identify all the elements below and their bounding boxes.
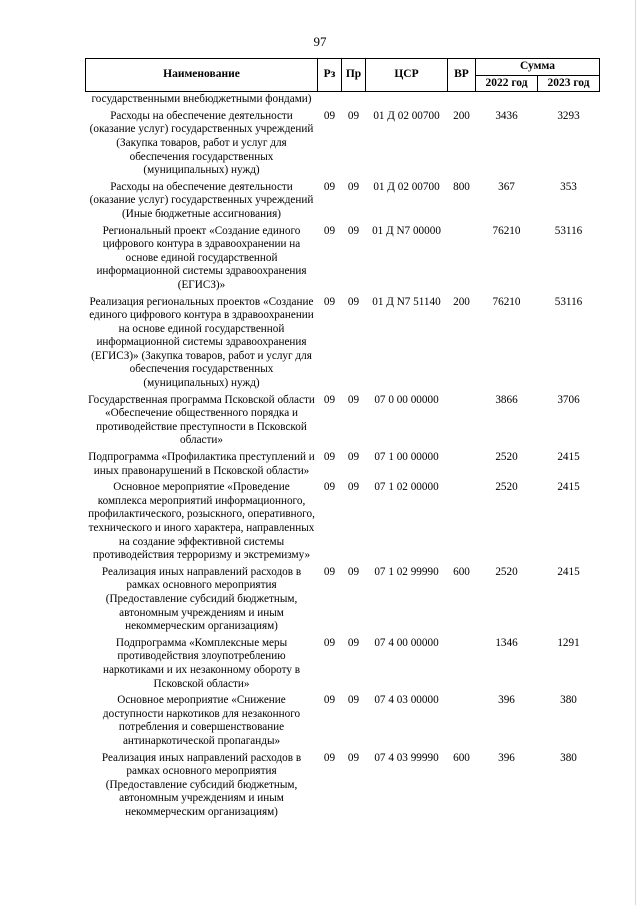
- cell-2023: 380: [560, 751, 577, 764]
- cell-name: Региональный проект «Создание единого цифрового контура в здравоохранении на основе единой государственной информационной системы здравоохранения (ЕГИСЗ)»: [96, 224, 307, 291]
- table-row: [86, 751, 600, 822]
- table-row: [86, 636, 600, 693]
- cell-2022: 396: [498, 751, 515, 764]
- cell-name: Реализация региональных проектов «Создание единого цифрового контура в здравоохранении на основе единой государственной информационной системы здравоохранения (ЕГИСЗ)» (Закупка товаров, работ и услуг для обеспечения государственных (муниципальных) нужд): [89, 295, 314, 390]
- cell-name: Подпрограмма «Профилактика преступлений и иных правонарушений в Псковской области»: [88, 451, 315, 477]
- cell-2022: 3866: [495, 393, 518, 406]
- cell-vr: [448, 693, 476, 750]
- cell-2023: [538, 92, 600, 109]
- cell-rz: [318, 92, 342, 109]
- cell-csr: 07 1 02 99990: [374, 565, 439, 578]
- cell-name: государственными внебюджетными фондами): [91, 93, 312, 106]
- table-body: [86, 92, 600, 822]
- cell-2022: [476, 92, 538, 109]
- cell-2023: 380: [560, 694, 577, 707]
- table-row: [86, 92, 600, 109]
- cell-pr: 09: [347, 109, 360, 122]
- cell-pr: 09: [347, 694, 360, 707]
- cell-name: Расходы на обеспечение деятельности (оказание услуг) государственных учреждений (Иные бюджетные ассигнования): [89, 180, 314, 220]
- cell-2022: 76210: [492, 295, 521, 308]
- cell-pr: 09: [347, 451, 360, 464]
- cell-pr: 09: [347, 565, 360, 578]
- cell-2022: 3436: [495, 109, 518, 122]
- cell-csr: 07 1 00 00000: [374, 451, 439, 464]
- cell-pr: 09: [347, 180, 360, 193]
- cell-name: Основное мероприятие «Проведение комплекса мероприятий информационного, профилактического, розыскного, оперативного, технического и иного характера, направленных на создание эффективной системы противодействия терроризму и экстремизму»: [88, 481, 315, 562]
- cell-2022: 396: [498, 694, 515, 707]
- cell-csr: 01 Д 02 00700: [373, 109, 440, 122]
- cell-pr: [342, 92, 366, 109]
- cell-pr: 09: [347, 224, 360, 237]
- cell-rz: 09: [323, 451, 336, 464]
- cell-rz: 09: [323, 751, 336, 764]
- table-row: [86, 295, 600, 393]
- cell-rz: 09: [323, 393, 336, 406]
- cell-pr: 09: [347, 295, 360, 308]
- table-row: [86, 693, 600, 750]
- cell-vr: [448, 92, 476, 109]
- table-row: [86, 480, 600, 565]
- cell-vr: [448, 393, 476, 450]
- cell-2023: 53116: [554, 295, 583, 308]
- cell-2022: 2520: [495, 481, 518, 494]
- cell-csr: [366, 92, 448, 109]
- cell-2022: 76210: [492, 224, 521, 237]
- cell-2023: 1291: [557, 636, 580, 649]
- cell-vr: [448, 480, 476, 565]
- cell-rz: 09: [323, 109, 336, 122]
- cell-name: Расходы на обеспечение деятельности (оказание услуг) государственных учреждений (Закупка товаров, работ и услуг для обеспечения государственных (муниципальных) нужд): [89, 109, 314, 177]
- cell-vr: 600: [453, 565, 470, 578]
- table-row: [86, 450, 600, 480]
- cell-rz: 09: [323, 565, 336, 578]
- cell-2022: 2520: [495, 451, 518, 464]
- table-row: [86, 393, 600, 450]
- cell-csr: 07 1 02 00000: [374, 481, 439, 494]
- cell-csr: 07 4 00 00000: [374, 636, 439, 649]
- cell-name: Государственная программа Псковской области «Обеспечение общественного порядка и противодействие преступности в Псковской области»: [88, 393, 315, 447]
- cell-pr: 09: [347, 751, 360, 764]
- cell-name: Основное мероприятие «Снижение доступности наркотиков для незаконного потребления и совершенствование антинаркотической пропаганды»: [102, 694, 301, 747]
- cell-vr: [448, 636, 476, 693]
- budget-table: [85, 58, 600, 821]
- cell-name: Подпрограмма «Комплексные меры противодействия злоупотреблению наркотиками и их незаконному обороту в Псковской области»: [102, 636, 301, 690]
- header-pr: Пр: [342, 59, 366, 92]
- cell-vr: 200: [453, 295, 470, 308]
- cell-rz: 09: [323, 295, 336, 308]
- cell-2023: 2415: [557, 451, 580, 464]
- cell-name: Реализация иных направлений расходов в рамках основного мероприятия (Предоставление субсидий бюджетным, автономным учреждениям и иным некоммерческим организациям): [101, 565, 302, 633]
- cell-name: Реализация иных направлений расходов в рамках основного мероприятия (Предоставление субсидий бюджетным, автономным учреждениям и иным некоммерческим организациям): [101, 751, 302, 818]
- cell-csr: 07 4 03 00000: [374, 694, 439, 707]
- cell-csr: 07 4 03 99990: [374, 751, 439, 764]
- header-sum: Сумма: [476, 59, 600, 76]
- cell-2023: 2415: [557, 565, 580, 578]
- cell-csr: 01 Д N7 00000: [372, 224, 441, 237]
- header-vr: ВР: [448, 59, 476, 92]
- cell-rz: 09: [323, 224, 336, 237]
- table-row: [86, 180, 600, 224]
- header-name: Наименование: [86, 59, 318, 92]
- cell-2022: 367: [498, 180, 515, 193]
- scan-edge-line: [635, 0, 636, 905]
- table-row: [86, 565, 600, 636]
- cell-rz: 09: [323, 636, 336, 649]
- table-row: [86, 224, 600, 295]
- cell-vr: [448, 450, 476, 480]
- header-csr: ЦСР: [366, 59, 448, 92]
- table-header: [86, 59, 600, 92]
- header-year-2023: 2023 год: [538, 75, 600, 92]
- cell-csr: 01 Д 02 00700: [373, 180, 440, 193]
- cell-rz: 09: [323, 180, 336, 193]
- header-year-2022: 2022 год: [476, 75, 538, 92]
- cell-2022: 2520: [495, 565, 518, 578]
- cell-2023: 3706: [557, 393, 580, 406]
- cell-pr: 09: [347, 393, 360, 406]
- cell-vr: [448, 224, 476, 295]
- page-number: 97: [313, 34, 327, 49]
- cell-csr: 07 0 00 00000: [374, 393, 439, 406]
- cell-vr: 800: [453, 180, 470, 193]
- cell-vr: 200: [453, 109, 470, 122]
- cell-2023: 2415: [557, 481, 580, 494]
- cell-rz: 09: [323, 481, 336, 494]
- cell-2023: 53116: [554, 224, 583, 237]
- table-row: [86, 109, 600, 180]
- cell-vr: 600: [453, 751, 470, 764]
- cell-2023: 3293: [557, 109, 580, 122]
- cell-rz: 09: [323, 694, 336, 707]
- cell-csr: 01 Д N7 51140: [372, 295, 441, 308]
- cell-2022: 1346: [495, 636, 518, 649]
- cell-2023: 353: [560, 180, 577, 193]
- cell-pr: 09: [347, 636, 360, 649]
- cell-pr: 09: [347, 481, 360, 494]
- header-rz: Рз: [318, 59, 342, 92]
